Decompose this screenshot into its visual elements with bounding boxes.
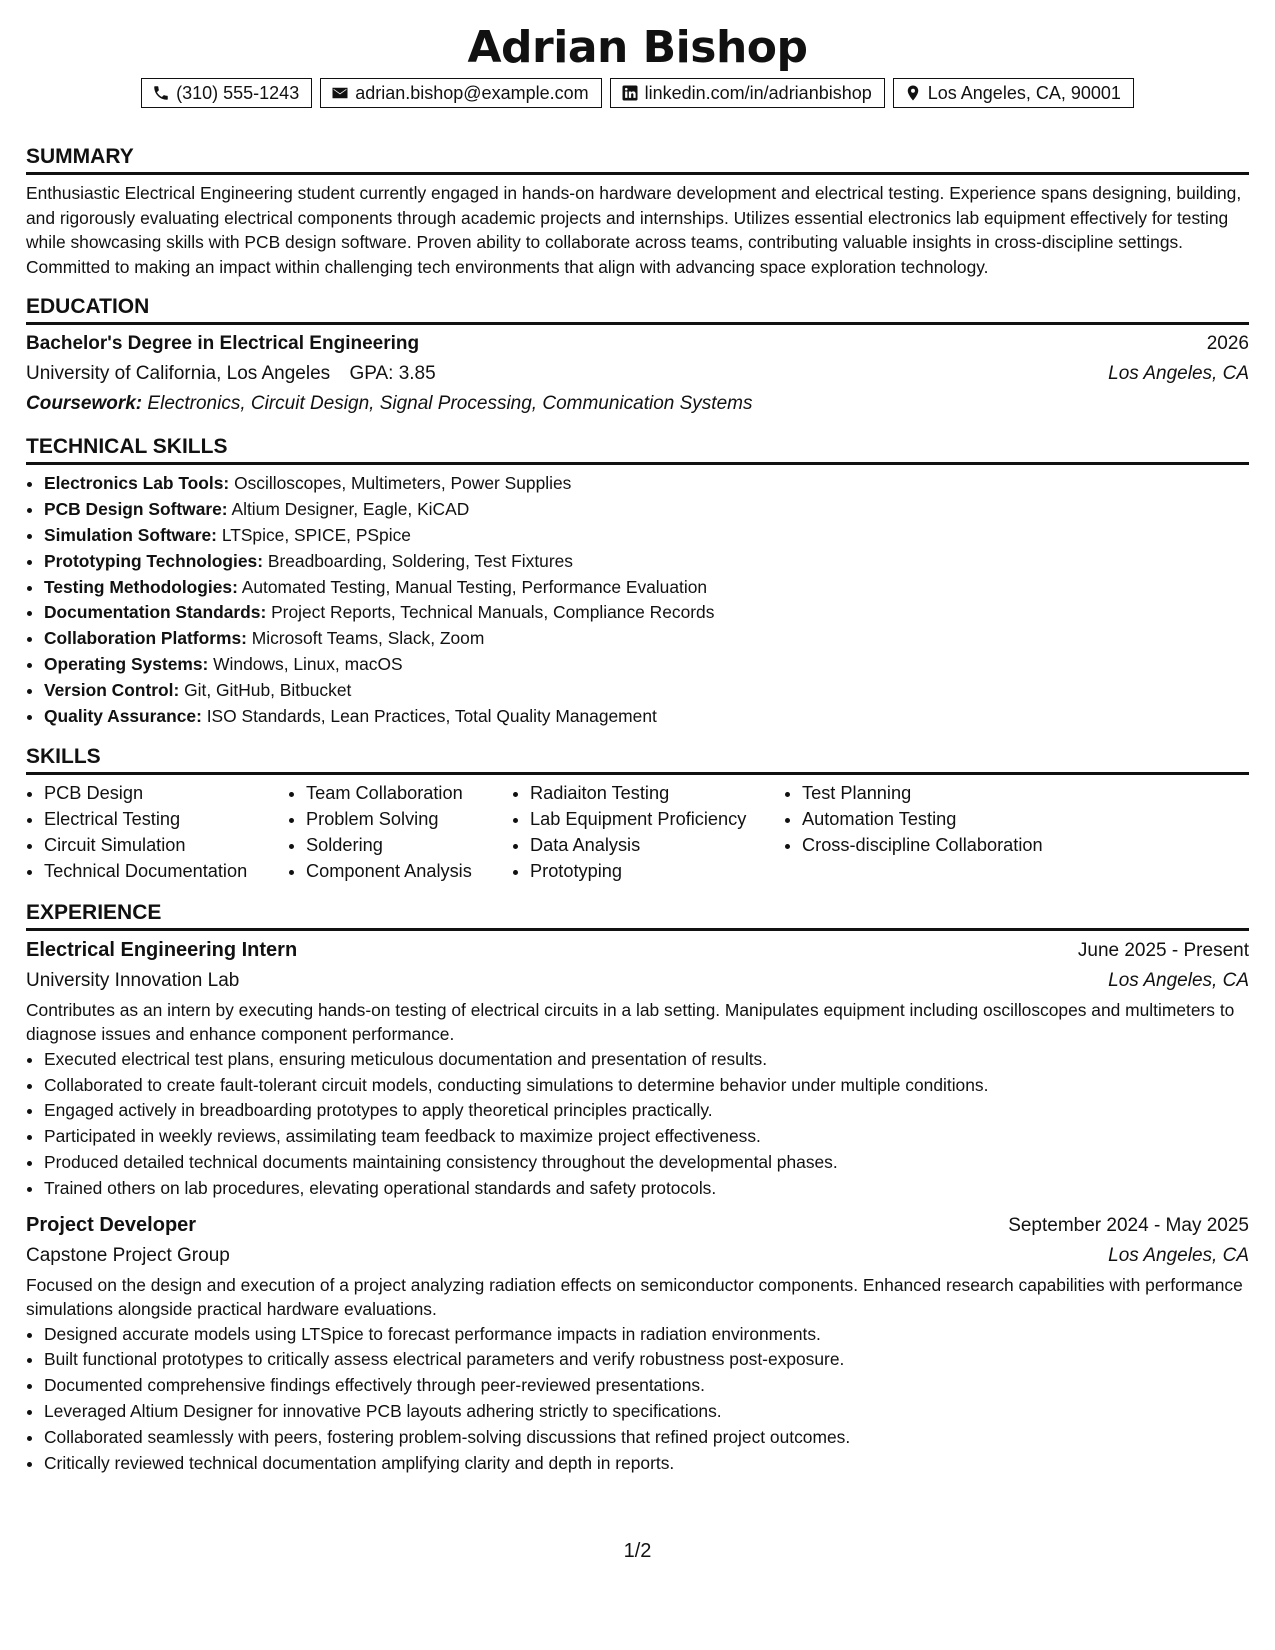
job-location: Los Angeles, CA (1108, 969, 1249, 991)
list-item (44, 652, 1249, 678)
skill-label: Quality Assurance: (44, 705, 202, 726)
technical-skills-heading: TECHNICAL SKILLS (26, 434, 1249, 465)
linkedin-text: linkedin.com/in/adrianbishop (644, 83, 872, 103)
school-location: Los Angeles, CA (1108, 363, 1249, 385)
skill-label: Operating Systems: (44, 653, 209, 674)
technical-skills-list (26, 471, 1249, 729)
list-item: • Collaborated seamlessly with peers, fostering problem-solving discussions that refined project outcomes. (44, 1425, 1249, 1451)
skill-label: Prototyping Technologies: (44, 550, 263, 571)
list-item: • Built functional prototypes to critically assess electrical parameters and verify robustness post-exposure. (44, 1347, 1249, 1373)
summary-section (26, 144, 1249, 279)
page-number: 1/2 (623, 1540, 652, 1562)
skill-value: Git, GitHub, Bitbucket (184, 679, 352, 700)
skill-label: Version Control: (44, 679, 180, 700)
list-item: • Participated in weekly reviews, assimilating team feedback to maximize project effectiveness. (44, 1124, 1249, 1150)
skills-column-4 (784, 781, 1102, 884)
job-bullets (26, 1322, 1249, 1477)
list-item: • Documented comprehensive findings effectively through peer-reviewed presentations. (44, 1373, 1249, 1399)
list-item: • Trained others on lab procedures, elevating operational standards and safety protocols. (44, 1176, 1249, 1202)
list-item: • Radiaiton Testing (530, 781, 784, 807)
phone-icon (152, 84, 170, 102)
list-item: • Circuit Simulation (44, 833, 288, 859)
contact-linkedin[interactable] (610, 78, 885, 108)
skill-label: Testing Methodologies: (44, 576, 238, 597)
school-name: University of California, Los Angeles (26, 363, 331, 385)
job-organization: Capstone Project Group (26, 1244, 230, 1266)
skill-label: Electronics Lab Tools: (44, 473, 230, 494)
list-item: • Produced detailed technical documents maintaining consistency throughout the developmental phases. (44, 1150, 1249, 1176)
envelope-icon (331, 84, 349, 102)
list-item: • Collaborated to create fault-tolerant circuit models, conducting simulations to determine behavior under multiple conditions. (44, 1073, 1249, 1099)
list-item: • Designed accurate models using LTSpice to forecast performance impacts in radiation environments. (44, 1322, 1249, 1348)
skill-label: Documentation Standards: (44, 602, 267, 623)
degree-title: Bachelor's Degree in Electrical Engineering (26, 333, 420, 355)
job-title: Electrical Engineering Intern (26, 938, 298, 961)
skill-value: Breadboarding, Soldering, Test Fixtures (267, 550, 573, 571)
list-item: • Problem Solving (306, 807, 512, 833)
list-item: • Lab Equipment Proficiency (530, 807, 784, 833)
list-item: • Data Analysis (530, 833, 784, 859)
list-item (44, 575, 1249, 601)
job-location: Los Angeles, CA (1108, 1244, 1249, 1266)
skill-value: Windows, Linux, macOS (213, 653, 403, 674)
resume-page (26, 0, 1249, 1650)
contact-email[interactable] (320, 78, 601, 108)
coursework-list: Electronics, Circuit Design, Signal Processing, Communication Systems (147, 393, 753, 415)
coursework (26, 389, 1249, 419)
skill-label: Simulation Software: (44, 524, 217, 545)
education-section (26, 294, 1249, 419)
list-item: • Test Planning (802, 781, 1102, 807)
job-description: Focused on the design and execution of a project analyzing radiation effects on semiconductor components. Enhanced research capabilities with performance simulations alongside practical hardware evaluations. (26, 1274, 1243, 1320)
skill-value: Project Reports, Technical Manuals, Compliance Records (271, 602, 715, 623)
map-pin-icon (904, 84, 922, 102)
list-item: • Critically reviewed technical documentation amplifying clarity and depth in reports. (44, 1451, 1249, 1477)
list-item (44, 549, 1249, 575)
skill-value: Altium Designer, Eagle, KiCAD (231, 499, 470, 520)
list-item: • Prototyping (530, 859, 784, 885)
skills-column-1 (26, 781, 288, 884)
graduation-year: 2026 (1206, 333, 1249, 355)
skills-column-2 (288, 781, 512, 884)
list-item: • PCB Design (44, 781, 288, 807)
linkedin-icon (621, 84, 639, 102)
list-item: • Executed electrical test plans, ensuring meticulous documentation and presentation of results. (44, 1047, 1249, 1073)
list-item: • Soldering (306, 833, 512, 859)
job-dates: June 2025 - Present (1077, 939, 1249, 961)
technical-skills-section (26, 434, 1249, 729)
list-item (44, 471, 1249, 497)
job-entry (26, 935, 1249, 1202)
list-item: • Automation Testing (802, 807, 1102, 833)
skills-section (26, 744, 1249, 884)
list-item: • Engaged actively in breadboarding prototypes to apply theoretical principles practically. (44, 1098, 1249, 1124)
skills-columns (26, 781, 1249, 884)
summary-heading: SUMMARY (26, 144, 1249, 175)
candidate-name: Adrian Bishop (467, 22, 808, 73)
skills-column-3 (512, 781, 784, 884)
contact-bar (26, 78, 1249, 108)
list-item: • Electrical Testing (44, 807, 288, 833)
list-item (44, 600, 1249, 626)
skill-value: LTSpice, SPICE, PSpice (221, 524, 411, 545)
job-title: Project Developer (26, 1213, 197, 1236)
list-item (44, 678, 1249, 704)
skill-value: Microsoft Teams, Slack, Zoom (251, 628, 485, 649)
skill-value: ISO Standards, Lean Practices, Total Quality Management (206, 705, 657, 726)
email-text: adrian.bishop@example.com (355, 83, 589, 103)
education-heading: EDUCATION (26, 294, 1249, 325)
list-item: • Technical Documentation (44, 859, 288, 885)
list-item: • Component Analysis (306, 859, 512, 885)
skills-heading: SKILLS (26, 744, 1249, 775)
job-bullets (26, 1047, 1249, 1202)
skill-label: Collaboration Platforms: (44, 628, 247, 649)
job-entry (26, 1210, 1249, 1477)
list-item: • Leveraged Altium Designer for innovative PCB layouts adhering strictly to specifications. (44, 1399, 1249, 1425)
experience-section (26, 900, 1249, 1477)
summary-text: Enthusiastic Electrical Engineering student currently engaged in hands-on hardware development and electrical testing. Experience spans designing, building, and rigorously evaluating electrical components through academic projects and internships. Utilizes essential electronics lab equipment effectively for testing while showcasing skills with PCB design software. Proven ability to collaborate across teams, contributing valuable insights in cross-discipline settings. Committed to making an impact within challenging tech environments that align with advancing space exploration technology. (26, 183, 1242, 277)
job-dates: September 2024 - May 2025 (1008, 1214, 1249, 1236)
list-item (44, 523, 1249, 549)
skill-value: Oscilloscopes, Multimeters, Power Supplies (234, 473, 572, 494)
coursework-label: Coursework: (26, 393, 143, 415)
list-item: • Team Collaboration (306, 781, 512, 807)
job-organization: University Innovation Lab (26, 969, 240, 991)
list-item: • Cross-discipline Collaboration (802, 833, 1102, 859)
list-item (44, 704, 1249, 730)
list-item (44, 497, 1249, 523)
contact-location[interactable] (893, 78, 1134, 108)
skill-value: Automated Testing, Manual Testing, Performance Evaluation (241, 576, 708, 597)
experience-heading: EXPERIENCE (26, 900, 1249, 931)
skill-label: PCB Design Software: (44, 499, 228, 520)
job-description: Contributes as an intern by executing hands-on testing of electrical circuits in a lab setting. Manipulates equipment including oscilloscopes and multimeters to diagnose issues and enhance component performance. (26, 999, 1235, 1045)
contact-phone[interactable] (141, 78, 312, 108)
gpa: GPA: 3.85 (349, 363, 436, 385)
phone-text: (310) 555-1243 (176, 83, 300, 103)
location-text: Los Angeles, CA, 90001 (927, 83, 1121, 103)
list-item (44, 626, 1249, 652)
